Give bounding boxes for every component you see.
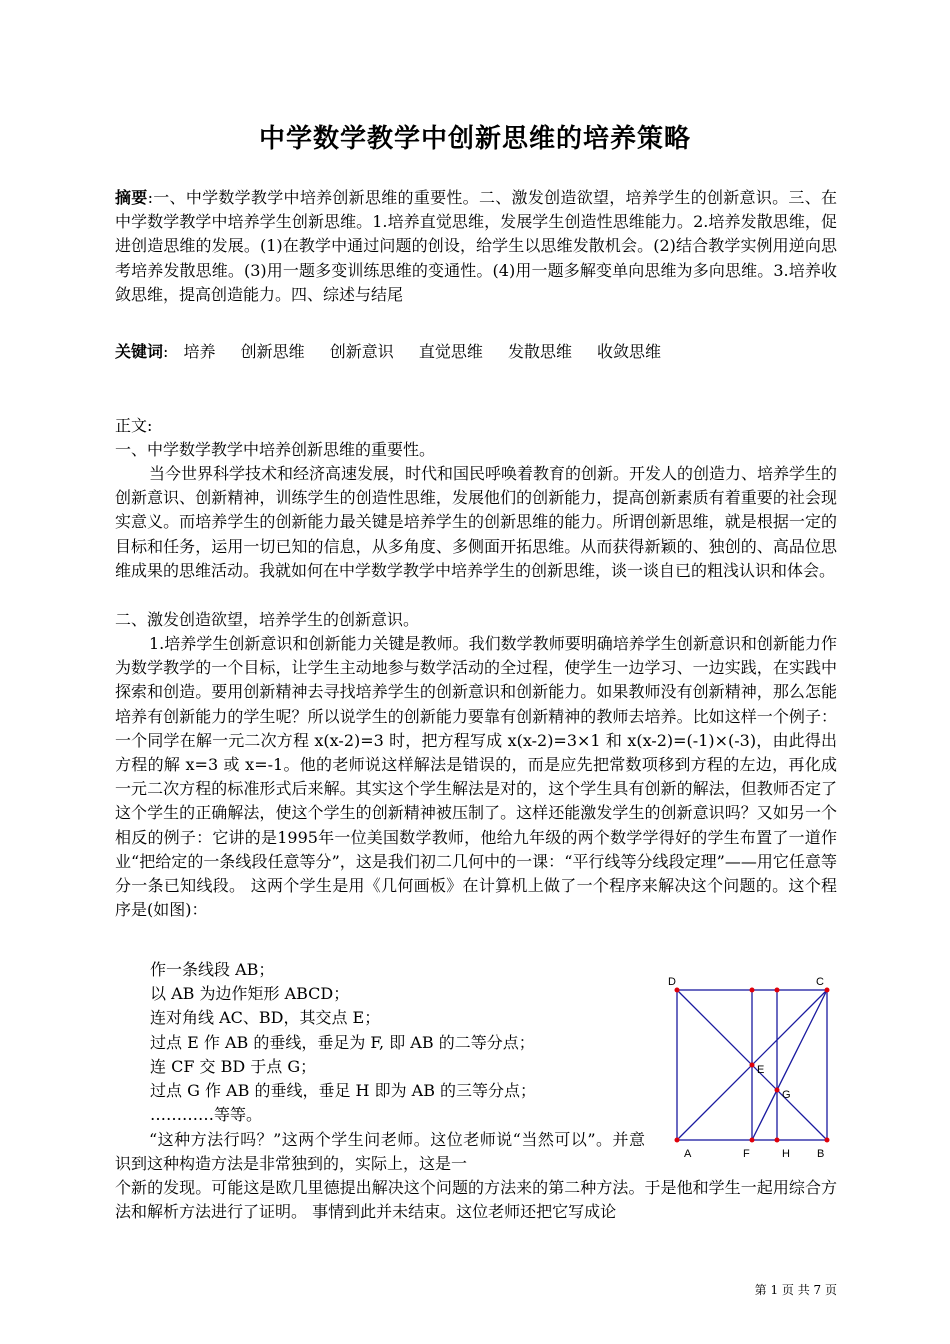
step: 连对角线 AC、BD，其交点 E； bbox=[150, 1008, 381, 1028]
point-c bbox=[825, 988, 830, 993]
step: 连 CF 交 BD 于点 G； bbox=[150, 1056, 317, 1076]
body-label: 正文: bbox=[115, 416, 153, 435]
keyword: 发散思维 bbox=[507, 342, 572, 361]
label-d: D bbox=[668, 976, 676, 988]
page-footer: 第 1 页 共 7 页 bbox=[754, 1283, 837, 1297]
keyword: 直觉思维 bbox=[418, 342, 483, 361]
keywords-label: 关键词 bbox=[115, 342, 164, 361]
section2-paragraph: 1.培养学生创新意识和创新能力关键是教师。我们数学教师要明确培养学生创新意识和创新能力作为数学教学的一个目标，让学生主动地参与数学活动的全过程，使学生一边学习、一边实践，在实践中探索和创造。要用创新精神去寻找培养学生的创新意识和创新能力。如果教师没有创新精神，那么怎能培养有创新能力的学生呢？所以说学生的创新能力要靠有创新精神的教师去培养。比如这样一个例子：一个同学在解一元二次方程 x(x-2)=3 时，把方程写成 x(x-2)=3×1 和 x(x-2)=(-1)×(-3)，由此得出方程的解 x=3 或 x=-1。他的老师说这样解法是错误的，而是应先把常数项移到方程的左边，再化成一元二次方程的标准形式后来解。其实这个学生解法是对的，这个学生具有创新的解法，但教师否定了这个学生的正确解法，使这个学生的创新精神被压制了。这样还能激发学生的创新意识吗？又如另一个相反的例子：它讲的是1995年一位美国数学教师，他给九年级的两个数学学得好的学生布置了一道作业“把给定的一条线段任意等分”，这是我们初二几何中的一课：“平行线等分线段定理”——用它任意等分一条已知线段。 这两个学生是用《几何画板》在计算机上做了一个程序来解决这个问题的。这个程序是(如图)： bbox=[115, 634, 837, 920]
point-f bbox=[750, 1138, 755, 1143]
label-g: G bbox=[782, 1089, 791, 1101]
step: …………等等。 bbox=[150, 1105, 263, 1125]
step: 作一条线段 AB； bbox=[150, 960, 275, 979]
section1-paragraph: 当今世界科学技术和经济高速发展，时代和国民呼唤着教育的创新。开发人的创造力、培养学生的创新意识、创新精神，训练学生的创造性思维，发展他们的创新能力，提高创新素质有着重要的社会现实意义。而培养学生的创新能力最关键是培养学生的创新思维的能力。所谓创新思维，就是根据一定的目标和任务，运用一切已知的信息，从多角度、多侧面开拓思维。从而获得新颖的、独创的、高品位思维成果的思维活动。我就如何在中学数学教学中培养学生的创新思维，谈一谈自已的粗浅认识和体会。 bbox=[115, 464, 838, 580]
step: 以 AB 为边作矩形 ABCD； bbox=[150, 984, 350, 1004]
geometry-figure bbox=[662, 975, 842, 1165]
keywords: 关键词: 培养 创新思维 创新意识 直觉思维 发散思维 收敛思维 bbox=[115, 342, 662, 361]
label-f: F bbox=[743, 1148, 750, 1160]
point-e bbox=[750, 1063, 755, 1068]
point-g bbox=[775, 1088, 780, 1093]
point-h bbox=[775, 1138, 780, 1143]
point-top-f bbox=[750, 988, 755, 993]
keyword: 收敛思维 bbox=[597, 342, 662, 361]
keyword: 创新意识 bbox=[329, 342, 394, 361]
abstract-label: 摘要 bbox=[115, 188, 148, 207]
keyword: 培养 bbox=[183, 342, 216, 361]
construction-steps bbox=[150, 958, 536, 1127]
document-title: 中学数学教学中创新思维的培养策略 bbox=[258, 124, 691, 154]
label-b: B bbox=[817, 1148, 825, 1160]
point-d bbox=[675, 988, 680, 993]
quote-paragraph: “这种方法行吗？”这两个学生问老师。这位老师说“当然可以”。并意识到这种构造方法是非常独到的，实际上，这是一 bbox=[115, 1130, 645, 1174]
label-a: A bbox=[684, 1148, 692, 1160]
label-c: C bbox=[816, 976, 824, 988]
point-a bbox=[675, 1138, 680, 1143]
point-top-h bbox=[775, 988, 780, 993]
step: 过点 G 作 AB 的垂线，垂足 H 即为 AB 的三等分点； bbox=[150, 1081, 537, 1101]
section1-heading: 一、中学数学教学中培养创新思维的重要性。 bbox=[115, 440, 436, 459]
section2-heading: 二、激发创造欲望，培养学生的创新意识。 bbox=[115, 610, 420, 629]
point-b bbox=[825, 1138, 830, 1143]
label-h: H bbox=[782, 1148, 790, 1160]
label-e: E bbox=[757, 1064, 765, 1076]
abstract-text: :一、中学数学教学中培养创新思维的重要性。二、激发创造欲望，培养学生的创新意识。三、在中学数学教学中培养学生创新思维。1.培养直觉思维，发展学生创造性思维能力。2.培养发散思维，促进创造思维的发展。(1)在教学中通过问题的创设，给学生以思维发散机会。(2)结合教学实例用逆向思考培养发散思维。(3)用一题多变训练思维的变通性。(4)用一题多解变单向思维为多向思维。3.培养收敛思维，提高创造能力。四、综述与结尾 bbox=[115, 188, 837, 304]
abstract bbox=[115, 186, 837, 307]
keyword: 创新思维 bbox=[240, 342, 305, 361]
continued-paragraph: 个新的发现。可能这是欧几里德提出解决这个问题的方法来的第二种方法。于是他和学生一起用综合方法和解析方法进行了证明。 事情到此并未结束。这位老师还把它写成论 bbox=[115, 1178, 837, 1222]
step: 过点 E 作 AB 的垂线，垂足为 F, 即 AB 的二等分点； bbox=[150, 1032, 535, 1052]
